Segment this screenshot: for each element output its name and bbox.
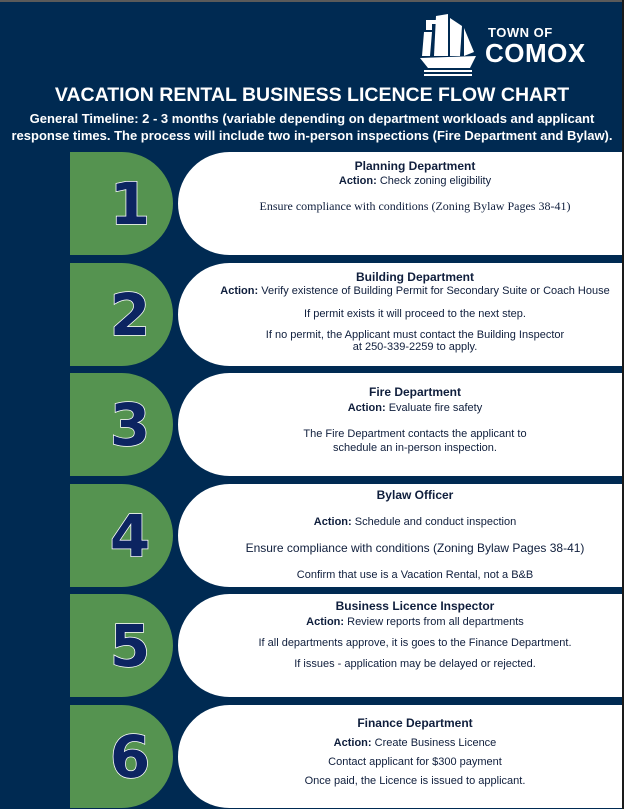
step-2 [70,263,624,366]
step-action: Schedule and conduct inspection [354,516,517,528]
page-subtitle: General Timeline: 2 - 3 months (variable depending on department workloads and applicant response times. The process will include two in-person inspections (Fire Department and Bylaw). [11,111,613,143]
step-card: Business Licence Inspector Action: Review reports from all departments If all departments approve, it is goes to the Finance Department. If issues - application may be delayed or rejected. [178,594,622,697]
step-department: Building Department [355,270,474,284]
step-note: If no permit, the Applicant must contact the Building Inspector [265,329,565,341]
step-number: 6 [109,722,151,791]
step-number: 1 [109,169,151,238]
step-card: Fire Department Action: Evaluate fire safety The Fire Department contacts the applicant to schedule an in-person inspection. [178,373,622,476]
town-logo [418,12,613,78]
step-number: 2 [109,280,151,349]
step-note: Once paid, the Licence is issued to applicant. [304,775,526,787]
step-action: Check zoning eligibility [379,175,492,187]
ship-icon [418,12,480,78]
step-note: The Fire Department contacts the applicant to [303,428,527,440]
step-note: schedule an in-person inspection. [333,442,497,454]
step-5 [70,594,624,697]
step-4 [70,484,624,587]
org-line1: TOWN OF [488,25,553,40]
step-note: If all departments approve, it is goes to the Finance Department. [258,637,572,649]
step-card: Planning Department Action: Check zoning eligibility Ensure compliance with conditions (Zoning Bylaw Pages 38-41) [178,152,622,255]
step-department: Business Licence Inspector [335,599,495,613]
step-note: Contact applicant for $300 payment [328,756,502,768]
step-department: Fire Department [368,385,462,399]
step-action: Evaluate fire safety [388,402,483,414]
step-note: Ensure compliance with conditions (Zoning Bylaw Pages 38-41) [259,199,571,213]
top-border [0,0,624,2]
step-department: Bylaw Officer [376,488,454,502]
step-number: 3 [109,390,151,459]
step-note: If permit exists it will proceed to the next step. [304,308,526,320]
step-department: Planning Department [354,159,476,173]
step-number: 4 [109,501,151,570]
step-3 [70,373,624,476]
step-card: Building Department Action: Verify existence of Building Permit for Secondary Suite or Coach House If permit exists it will proceed to the next step. If no permit, the Applicant must contact the Building Inspector at 250-339-2259 to apply. [178,263,622,366]
step-card: Finance Department Action: Create Business Licence Contact applicant for $300 payment Once paid, the Licence is issued to applicant. [178,705,622,808]
page-title: VACATION RENTAL BUSINESS LICENCE FLOW CHART [54,84,570,106]
step-department: Finance Department [357,716,473,730]
step-action: Review reports from all departments [347,616,524,628]
step-action: Verify existence of Building Permit for Secondary Suite or Coach House [261,285,610,297]
step-6 [70,705,624,808]
step-note: at 250-339-2259 to apply. [352,341,478,353]
step-note: Confirm that use is a Vacation Rental, not a B&B [296,569,534,581]
step-note: Ensure compliance with conditions (Zoning Bylaw Pages 38-41) [245,541,585,555]
step-card: Bylaw Officer Action: Schedule and conduct inspection Ensure compliance with conditions (Zoning Bylaw Pages 38-41) Confirm that use is a Vacation Rental, not a B&B [178,484,622,587]
org-line2: COMOX [485,38,586,68]
step-number: 5 [109,611,151,680]
step-note: If issues - application may be delayed or rejected. [294,658,536,670]
step-1 [70,152,624,255]
step-action: Create Business Licence [374,737,497,749]
